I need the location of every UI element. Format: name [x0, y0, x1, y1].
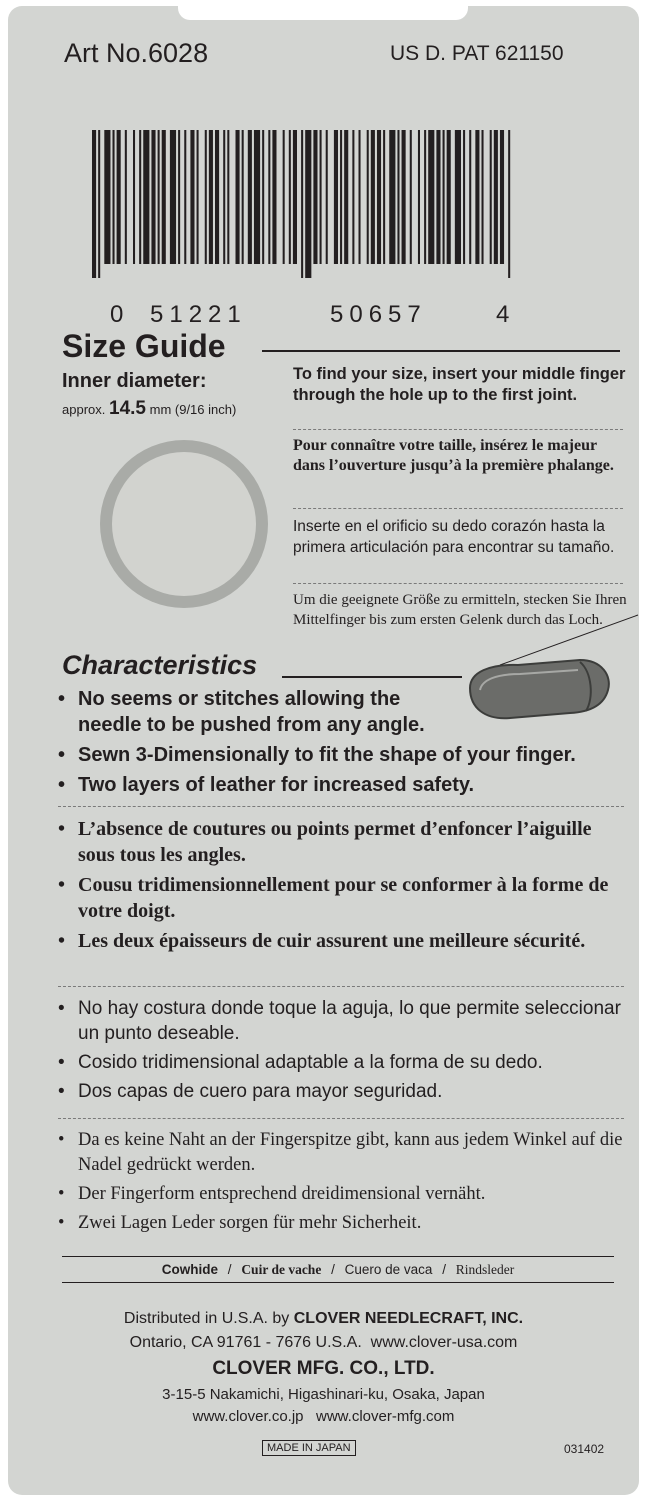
approx-prefix: approx. [62, 402, 106, 417]
characteristics-rule [282, 676, 462, 678]
list-item: • Les deux épaisseurs de cuir assurent une meilleure sécurité. [58, 928, 628, 954]
us-address-line [0, 1334, 647, 1352]
art-number: Art No.6028 [64, 38, 209, 68]
instructions-es: Inserte en el orificio su dedo corazón hasta la primera articulación para encontrar su tamaño. [293, 518, 615, 556]
barcode-bar [340, 130, 342, 264]
barcode-bar [410, 130, 412, 264]
barcode-bar [170, 130, 176, 264]
barcode-bar [377, 130, 381, 264]
instructions-de: Um die geeignete Größe zu ermitteln, stecken Sie Ihren Mittelfinger bis zum ersten Gelenk durch das Loch. [293, 592, 627, 628]
barcode-bar [508, 130, 510, 278]
barcode-bar [500, 130, 504, 264]
barcode-bar [178, 130, 180, 264]
barcode-bar [133, 130, 135, 264]
characteristics-list-en [58, 686, 628, 802]
divider [58, 986, 624, 987]
characteristics-list-de [58, 1128, 628, 1240]
barcode-digits-left: 51221 [150, 301, 247, 328]
barcode-digit-lead: 0 [110, 301, 125, 328]
barcode-bar [475, 130, 479, 264]
barcode-bar [223, 130, 225, 264]
divider [293, 583, 623, 584]
barcode-bar [242, 130, 244, 264]
jp-url-line [0, 1408, 647, 1425]
barcode-bar [389, 130, 395, 264]
distributed-prefix: Distributed in U.S.A. by [123, 1310, 290, 1327]
barcode-bar [494, 130, 498, 264]
barcode-bar [463, 130, 465, 264]
list-item: • Sewn 3-Dimensionally to fit the shape of your finger. [58, 742, 628, 768]
barcode-bar [215, 130, 219, 264]
divider [293, 508, 623, 509]
size-value: 14.5 [109, 398, 146, 419]
barcode-bar [367, 130, 369, 264]
barcode-digits-right: 50657 [330, 301, 427, 328]
barcode-bar [418, 130, 420, 264]
distributor-name: CLOVER NEEDLECRAFT, INC. [293, 1310, 524, 1327]
material-separator: / [227, 1262, 232, 1277]
barcode-bar [455, 130, 461, 264]
barcode-bar [344, 130, 348, 264]
barcode-bar [104, 130, 110, 264]
barcode-bar [254, 130, 260, 264]
size-guide-title: Size Guide [62, 328, 226, 364]
barcode-bar [359, 130, 361, 264]
size-hole [112, 452, 256, 596]
jp-address: 3-15-5 Nakamichi, Higashinari-ku, Osaka, Japan [162, 1386, 485, 1403]
barcode-bar [227, 130, 229, 264]
distributor-line [0, 1310, 647, 1328]
barcode-bar [125, 130, 127, 264]
barcode-bar [158, 130, 160, 264]
list-item: • Dos capas de cuero para mayor seguridad. [58, 1079, 628, 1104]
barcode-bar [236, 130, 240, 264]
barcode-bar [301, 130, 303, 278]
list-item: • Da es keine Naht an der Fingerspitze gibt, kann aus jedem Winkel auf die Nadel gedrückt werden. [58, 1128, 628, 1178]
barcode-bar [383, 130, 385, 264]
divider [293, 429, 623, 430]
barcode-bar [397, 130, 399, 264]
instructions-fr: Pour connaître votre taille, insérez le majeur dans l’ouverture jusqu’à la première phalange. [293, 437, 614, 474]
list-item: • No hay costura donde toque la aguja, lo que permite seleccionar un punto deseable. [58, 996, 628, 1046]
barcode-bar [92, 130, 96, 278]
material-rule-bottom [62, 1282, 614, 1283]
jp-url-2: www.clover-mfg.com [316, 1408, 455, 1425]
material-separator: / [331, 1262, 335, 1277]
barcode-bar [305, 130, 311, 278]
material-rule-top [62, 1256, 614, 1257]
material-de: Rindsleder [455, 1262, 515, 1277]
material-fr: Cuir de vache [241, 1262, 322, 1277]
made-in-badge: MADE IN JAPAN [262, 1440, 356, 1456]
barcode-bar [209, 130, 213, 264]
barcode-bar [113, 130, 115, 264]
barcode-bar [117, 130, 121, 264]
list-item: • Cosido tridimensional adaptable a la forma de su dedo. [58, 1050, 628, 1075]
list-item: • Der Fingerform entsprechend dreidimensional vernäht. [58, 1182, 628, 1207]
barcode-bar [268, 130, 270, 264]
barcode-bar [190, 130, 194, 264]
maker-name: CLOVER MFG. CO., LTD. [212, 1358, 435, 1379]
inner-diameter-value [62, 398, 236, 420]
us-address: Ontario, CA 91761 - 7676 U.S.A. [129, 1334, 362, 1351]
barcode-bar [490, 130, 492, 264]
barcode-bar [162, 130, 166, 264]
size-guide-rule [262, 350, 620, 352]
barcode-bar [447, 130, 451, 264]
barcode-bar [205, 130, 207, 264]
barcode-bar [248, 130, 252, 264]
product-code: 031402 [564, 1442, 605, 1456]
divider [58, 806, 624, 807]
characteristics-list-fr [58, 816, 628, 958]
barcode-bar [436, 130, 440, 264]
list-item: • L’absence de coutures ou points permet d’enfoncer l’aiguille sous tous les angles. [58, 816, 628, 868]
barcode-bar [326, 130, 328, 264]
instructions-en: To find your size, insert your middle finger through the hole up to the first joint. [293, 365, 626, 404]
list-item: • Zwei Lagen Leder sorgen für mehr Sicherheit. [58, 1211, 628, 1236]
barcode-digit-check: 4 [496, 301, 511, 328]
hang-hole [178, 0, 468, 20]
list-item: • No seems or stitches allowing the needle to be pushed from any angle. [58, 686, 468, 738]
barcode-bar [151, 130, 155, 264]
list-item: • Cousu tridimensionnellement pour se conformer à la forme de votre doigt. [58, 872, 628, 924]
barcode-bar [262, 130, 264, 264]
characteristics-title: Characteristics [62, 650, 258, 680]
barcode-bar [197, 130, 199, 264]
size-unit: mm (9/16 inch) [149, 402, 237, 417]
barcode-bar [272, 130, 276, 264]
patent-number: US D. PAT 621150 [390, 42, 564, 65]
us-url: www.clover-usa.com [370, 1334, 518, 1351]
barcode-bar [482, 130, 484, 264]
barcode-bar [371, 130, 375, 264]
inner-diameter-label: Inner diameter: [62, 370, 207, 392]
barcode [92, 130, 512, 278]
material-line [62, 1262, 614, 1278]
barcode-bar [334, 130, 338, 264]
barcode-bar [143, 130, 149, 264]
barcode-bar [98, 130, 100, 278]
barcode-bar [402, 130, 406, 264]
barcode-bar [283, 130, 285, 264]
barcode-bar [293, 130, 297, 264]
material-es: Cuero de vaca [344, 1262, 433, 1277]
material-en: Cowhide [161, 1262, 219, 1277]
barcode-bar [184, 130, 186, 264]
characteristics-list-es [58, 996, 628, 1108]
jp-url-1: www.clover.co.jp [192, 1408, 304, 1425]
material-separator: / [442, 1262, 446, 1277]
barcode-bar [139, 130, 141, 264]
barcode-bar [313, 130, 317, 264]
barcode-bar [469, 130, 471, 264]
barcode-bar [443, 130, 445, 264]
barcode-bar [289, 130, 291, 264]
barcode-bar [352, 130, 354, 264]
list-item: • Two layers of leather for increased safety. [58, 772, 628, 798]
barcode-bar [424, 130, 426, 264]
divider [58, 1118, 624, 1119]
barcode-bar [428, 130, 434, 264]
barcode-bar [320, 130, 322, 264]
